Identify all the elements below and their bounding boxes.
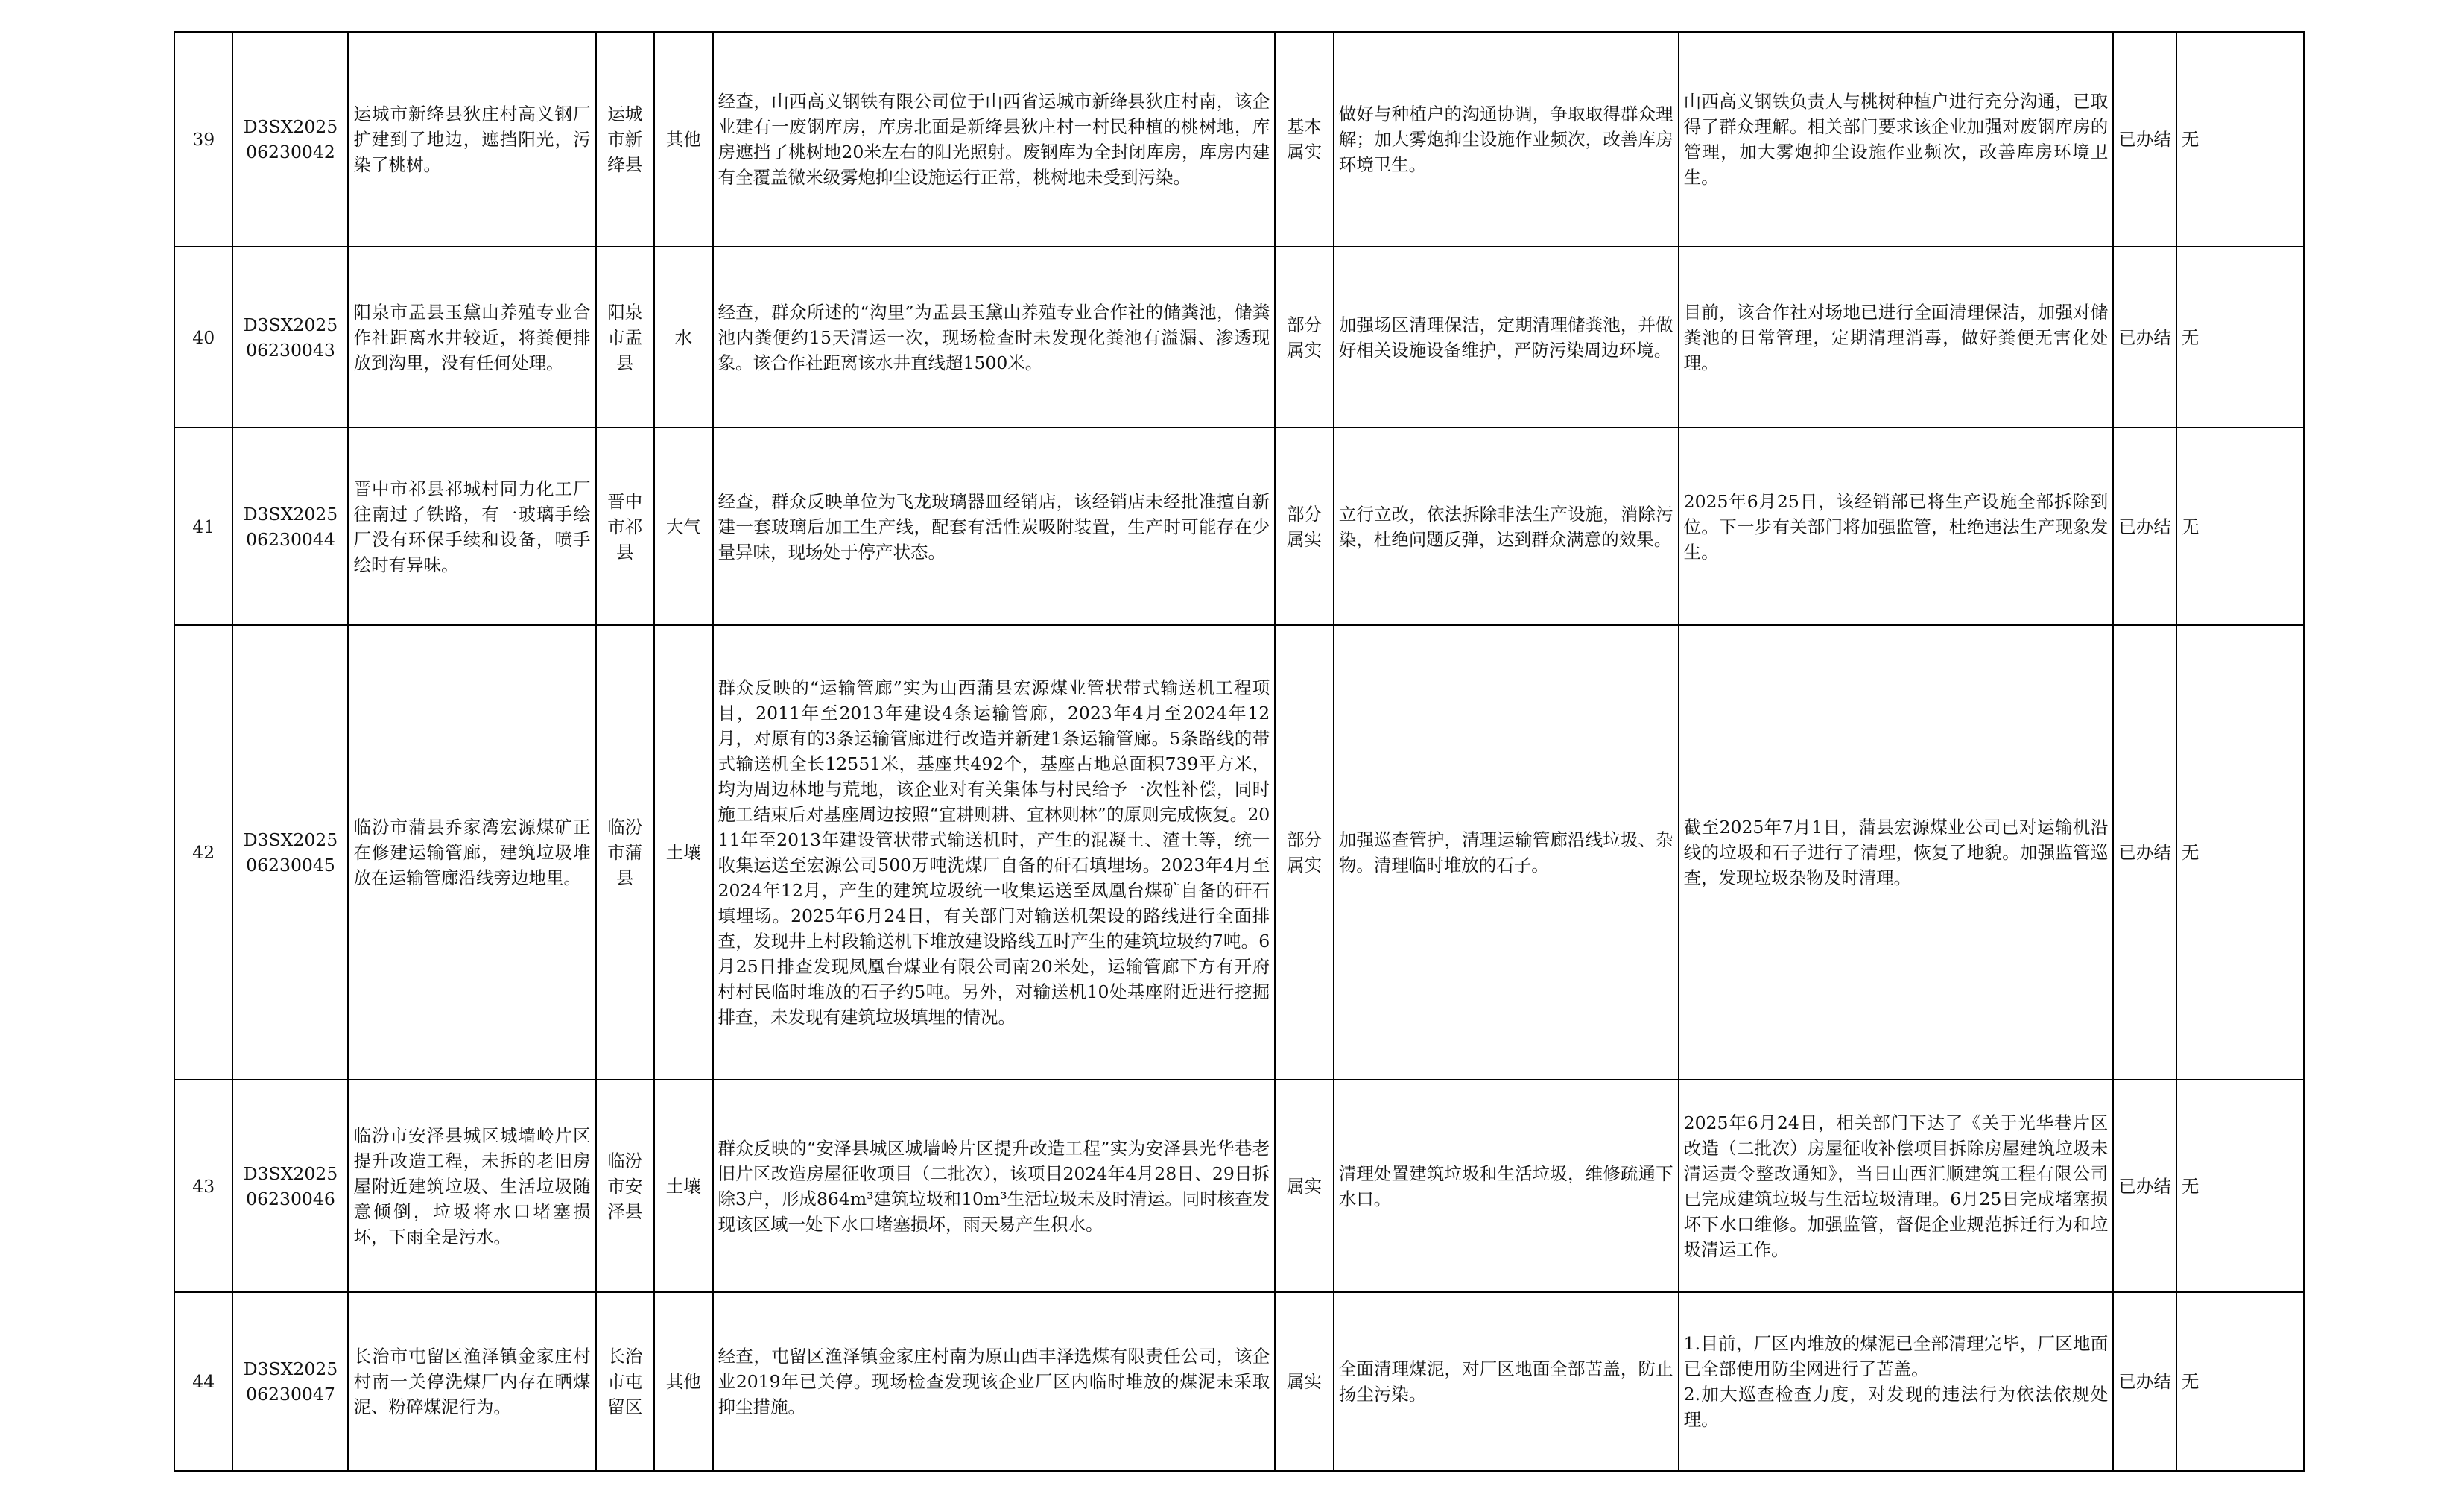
status: 已办结: [2113, 428, 2176, 625]
handling-measures: 立行立改，依法拆除非法生产设施，消除污染，杜绝问题反弹，达到群众满意的效果。: [1334, 428, 1679, 625]
verdict: 部分属实: [1275, 625, 1333, 1080]
progress-line: 1.目前，厂区内堆放的煤泥已全部清理完毕，厂区地面已全部使用防尘网进行了苫盖。: [1683, 1333, 2109, 1379]
administrative-area: 晋中市祁县: [596, 428, 654, 625]
verdict: 部分属实: [1275, 247, 1333, 428]
note: 无: [2176, 1292, 2304, 1471]
rectification-progress: 2025年6月24日，相关部门下达了《关于光华巷片区改造（二批次）房屋征收补偿项目拆除房屋建筑垃圾未清运责令整改通知》，当日山西汇顺建筑工程有限公司已完成建筑垃圾与生活垃圾清理。6月25日完成堵塞损坏下水口维修。加强监管，督促企业规范拆迁行为和垃圾清运工作。: [1679, 1080, 2114, 1292]
table-row: [174, 1292, 2304, 1471]
pollution-type: 其他: [654, 1292, 712, 1471]
status: 已办结: [2113, 1292, 2176, 1471]
investigation-result: 经查，屯留区渔泽镇金家庄村南为原山西丰泽选煤有限责任公司，该企业2019年已关停。现场检查发现该企业厂区内临时堆放的煤泥未采取抑尘措施。: [713, 1292, 1276, 1471]
handling-measures: 加强场区清理保洁，定期清理储粪池，并做好相关设施设备维护，严防污染周边环境。: [1334, 247, 1679, 428]
note: 无: [2176, 32, 2304, 247]
status: 已办结: [2113, 625, 2176, 1080]
case-code: D3SX202506230046: [232, 1080, 348, 1292]
case-code: D3SX202506230043: [232, 247, 348, 428]
complaint-content: 临汾市蒲县乔家湾宏源煤矿正在修建运输管廊，建筑垃圾堆放在运输管廊沿线旁边地里。: [348, 625, 595, 1080]
rectification-progress: 目前，该合作社对场地已进行全面清理保洁，加强对储粪池的日常管理，定期清理消毒，做好粪便无害化处理。: [1679, 247, 2114, 428]
note: 无: [2176, 247, 2304, 428]
table-row: [174, 428, 2304, 625]
row-number: 42: [174, 625, 232, 1080]
investigation-result: 经查，群众所述的“沟里”为盂县玉黛山养殖专业合作社的储粪池，储粪池内粪便约15天清运一次，现场检查时未发现化粪池有溢漏、渗透现象。该合作社距离该水井直线超1500米。: [713, 247, 1276, 428]
verdict: 属实: [1275, 1292, 1333, 1471]
administrative-area: 阳泉市盂县: [596, 247, 654, 428]
row-number: 41: [174, 428, 232, 625]
status: 已办结: [2113, 32, 2176, 247]
administrative-area: 临汾市蒲县: [596, 625, 654, 1080]
note: 无: [2176, 625, 2304, 1080]
rectification-progress: 山西高义钢铁负责人与桃树种植户进行充分沟通，已取得了群众理解。相关部门要求该企业加强对废钢库房的管理，加大雾炮抑尘设施作业频次，改善库房环境卫生。: [1679, 32, 2114, 247]
pollution-type: 其他: [654, 32, 712, 247]
case-code: D3SX202506230045: [232, 625, 348, 1080]
pollution-type: 土壤: [654, 625, 712, 1080]
verdict: 属实: [1275, 1080, 1333, 1292]
rectification-progress: 2025年6月25日，该经销部已将生产设施全部拆除到位。下一步有关部门将加强监管，杜绝违法生产现象发生。: [1679, 428, 2114, 625]
investigation-result: 经查，山西高义钢铁有限公司位于山西省运城市新绛县狄庄村南，该企业建有一废钢库房，库房北面是新绛县狄庄村一村民种植的桃树地，库房遮挡了桃树地20米左右的阳光照射。废钢库为全封闭库房，库房内建有全覆盖微米级雾炮抑尘设施运行正常，桃树地未受到污染。: [713, 32, 1276, 247]
administrative-area: 运城市新绛县: [596, 32, 654, 247]
row-number: 43: [174, 1080, 232, 1292]
pollution-type: 水: [654, 247, 712, 428]
row-number: 39: [174, 32, 232, 247]
complaint-content: 长治市屯留区渔泽镇金家庄村村南一关停洗煤厂内存在晒煤泥、粉碎煤泥行为。: [348, 1292, 595, 1471]
pollution-type: 土壤: [654, 1080, 712, 1292]
note: 无: [2176, 428, 2304, 625]
case-code: D3SX202506230042: [232, 32, 348, 247]
complaint-table: [174, 31, 2305, 1472]
note: 无: [2176, 1080, 2304, 1292]
complaint-content: 临汾市安泽县城区城墙岭片区提升改造工程，未拆的老旧房屋附近建筑垃圾、生活垃圾随意倾倒，垃圾将水口堵塞损坏，下雨全是污水。: [348, 1080, 595, 1292]
administrative-area: 长治市屯留区: [596, 1292, 654, 1471]
verdict: 基本属实: [1275, 32, 1333, 247]
rectification-progress: 截至2025年7月1日，蒲县宏源煤业公司已对运输机沿线的垃圾和石子进行了清理，恢复了地貌。加强监管巡查，发现垃圾杂物及时清理。: [1679, 625, 2114, 1080]
investigation-result: 群众反映的“安泽县城区城墙岭片区提升改造工程”实为安泽县光华巷老旧片区改造房屋征收项目（二批次），该项目2024年4月28日、29日拆除3户，形成864m³建筑垃圾和10m³生活垃圾未及时清运。同时核查发现该区域一处下水口堵塞损坏，雨天易产生积水。: [713, 1080, 1276, 1292]
case-code: D3SX202506230047: [232, 1292, 348, 1471]
handling-measures: 做好与种植户的沟通协调，争取取得群众理解；加大雾炮抑尘设施作业频次，改善库房环境卫生。: [1334, 32, 1679, 247]
table-row: [174, 625, 2304, 1080]
rectification-progress: [1679, 1292, 2114, 1471]
administrative-area: 临汾市安泽县: [596, 1080, 654, 1292]
complaint-content: 阳泉市盂县玉黛山养殖专业合作社距离水井较近，将粪便排放到沟里，没有任何处理。: [348, 247, 595, 428]
investigation-result: 经查，群众反映单位为飞龙玻璃器皿经销店，该经销店未经批准擅自新建一套玻璃后加工生产线，配套有活性炭吸附装置，生产时可能存在少量异味，现场处于停产状态。: [713, 428, 1276, 625]
table-row: [174, 32, 2304, 247]
row-number: 44: [174, 1292, 232, 1471]
handling-measures: 清理处置建筑垃圾和生活垃圾，维修疏通下水口。: [1334, 1080, 1679, 1292]
status: 已办结: [2113, 247, 2176, 428]
row-number: 40: [174, 247, 232, 428]
handling-measures: 全面清理煤泥，对厂区地面全部苫盖，防止扬尘污染。: [1334, 1292, 1679, 1471]
complaint-content: 晋中市祁县祁城村同力化工厂往南过了铁路，有一玻璃手绘厂没有环保手续和设备，喷手绘时有异味。: [348, 428, 595, 625]
table-row: [174, 247, 2304, 428]
investigation-result: 群众反映的“运输管廊”实为山西蒲县宏源煤业管状带式输送机工程项目，2011年至2013年建设4条运输管廊，2023年4月至2024年12月，对原有的3条运输管廊进行改造并新建1条运输管廊。5条路线的带式输送机全长12551米，基座共492个，基座占地总面积739平方米，均为周边林地与荒地，该企业对有关集体与村民给予一次性补偿，同时施工结束后对基座周边按照“宜耕则耕、宜林则林”的原则完成恢复。2011年至2013年建设管状带式输送机时，产生的混凝土、渣土等，统一收集运送至宏源公司500万吨洗煤厂自备的矸石填埋场。2023年4月至2024年12月，产生的建筑垃圾统一收集运送至凤凰台煤矿自备的矸石填埋场。2025年6月24日，有关部门对输送机架设的路线进行全面排查，发现井上村段输送机下堆放建设路线五时产生的建筑垃圾约7吨。6月25日排查发现凤凰台煤业有限公司南20米处，运输管廊下方有开府村村民临时堆放的石子约5吨。另外，对输送机10处基座附近进行挖掘排查，未发现有建筑垃圾填埋的情况。: [713, 625, 1276, 1080]
table-row: [174, 1080, 2304, 1292]
status: 已办结: [2113, 1080, 2176, 1292]
progress-line: 2.加大巡查检查力度，对发现的违法行为依法依规处理。: [1683, 1384, 2109, 1430]
case-code: D3SX202506230044: [232, 428, 348, 625]
complaint-content: 运城市新绛县狄庄村高义钢厂扩建到了地边，遮挡阳光，污染了桃树。: [348, 32, 595, 247]
verdict: 部分属实: [1275, 428, 1333, 625]
handling-measures: 加强巡查管护，清理运输管廊沿线垃圾、杂物。清理临时堆放的石子。: [1334, 625, 1679, 1080]
pollution-type: 大气: [654, 428, 712, 625]
